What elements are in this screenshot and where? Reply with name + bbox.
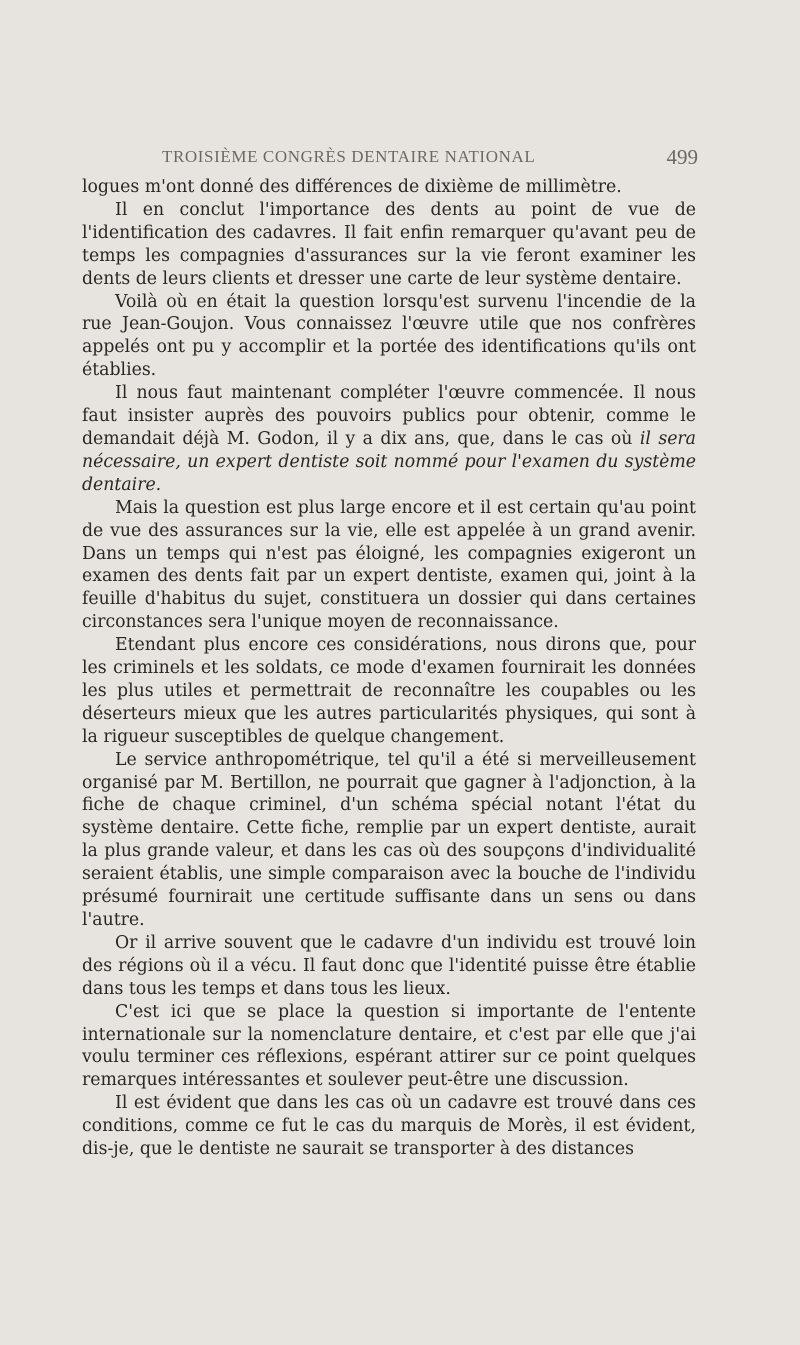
paragraph: Il est évident que dans les cas où un cadavre est trouvé dans ces conditions, comme ce fut le cas du marquis de Morès, il est évident, dis-je, que le dentiste ne saurait se transporter à des distances bbox=[82, 1093, 696, 1160]
paragraph-text: Il nous faut maintenant compléter l'œuvre commencée. Il nous faut insister auprès des pouvoirs publics pour obtenir, comme le demandait déjà M. Godon, il y a dix ans, que, dans le cas où bbox=[82, 383, 696, 449]
page-body bbox=[82, 176, 696, 1161]
paragraph: Or il arrive souvent que le cadavre d'un individu est trouvé loin des régions où il a vécu. Il faut donc que l'identité puisse être établie dans tous les temps et dans tous les lieux. bbox=[82, 932, 696, 999]
italic-passage: il sera nécessaire, un expert dentiste soit nommé pour l'examen du système dentaire. bbox=[82, 428, 696, 495]
paragraph: C'est ici que se place la question si importante de l'entente internationale sur la nomenclature dentaire, et c'est par elle que j'ai voulu terminer ces réflexions, espérant attirer sur ce point quelques remarques intéressantes et soulever peut-être une discussion. bbox=[82, 1001, 696, 1091]
paragraph: Mais la question est plus large encore et il est certain qu'au point de vue des assurances sur la vie, elle est appelée à un grand avenir. Dans un temps qui n'est pas éloigné, les compagnies exigeront un examen des dents fait par un expert dentiste, examen qui, joint à la feuille d'habitus du sujet, constituera un dossier qui dans certaines circonstances sera l'unique moyen de reconnaissance. bbox=[82, 497, 696, 633]
page-number: 499 bbox=[666, 145, 698, 169]
paragraph: Voilà où en était la question lorsqu'est survenu l'incendie de la rue Jean-Goujon. Vous connaissez l'œuvre utile que nos confrères appelés ont pu y accomplir et la portée des identifications qu'ils ont établies. bbox=[82, 291, 696, 381]
page-header bbox=[82, 143, 698, 173]
paragraph bbox=[82, 382, 696, 497]
paragraph: Etendant plus encore ces considérations, nous dirons que, pour les criminels et les soldats, ce mode d'examen fournirait les données les plus utiles et permettrait de reconnaître les coupables ou les déserteurs mieux que les autres particularités physiques, qui sont à la rigueur susceptibles de quelque changement. bbox=[82, 635, 696, 747]
paragraph: Il en conclut l'importance des dents au point de vue de l'identification des cadavres. Il fait enfin remarquer qu'avant peu de temps les compagnies d'assurances sur la vie feront examiner les dents de leurs clients et dresser une carte de leur système dentaire. bbox=[82, 199, 696, 289]
paragraph: Le service anthropométrique, tel qu'il a été si merveilleusement organisé par M. Bertillon, ne pourrait que gagner à l'adjonction, à la fiche de chaque criminel, d'un schéma spécial notant l'état du système dentaire. Cette fiche, remplie par un expert dentiste, aurait la plus grande valeur, et dans les cas où des soupçons d'individualité seraient établis, une simple comparaison avec la bouche de l'individu présumé fournirait une certitude suffisante dans un sens ou dans l'autre. bbox=[82, 749, 696, 930]
running-title: TROISIÈME CONGRÈS DENTAIRE NATIONAL bbox=[162, 147, 536, 166]
paragraph: logues m'ont donné des différences de dixième de millimètre. bbox=[82, 177, 622, 197]
